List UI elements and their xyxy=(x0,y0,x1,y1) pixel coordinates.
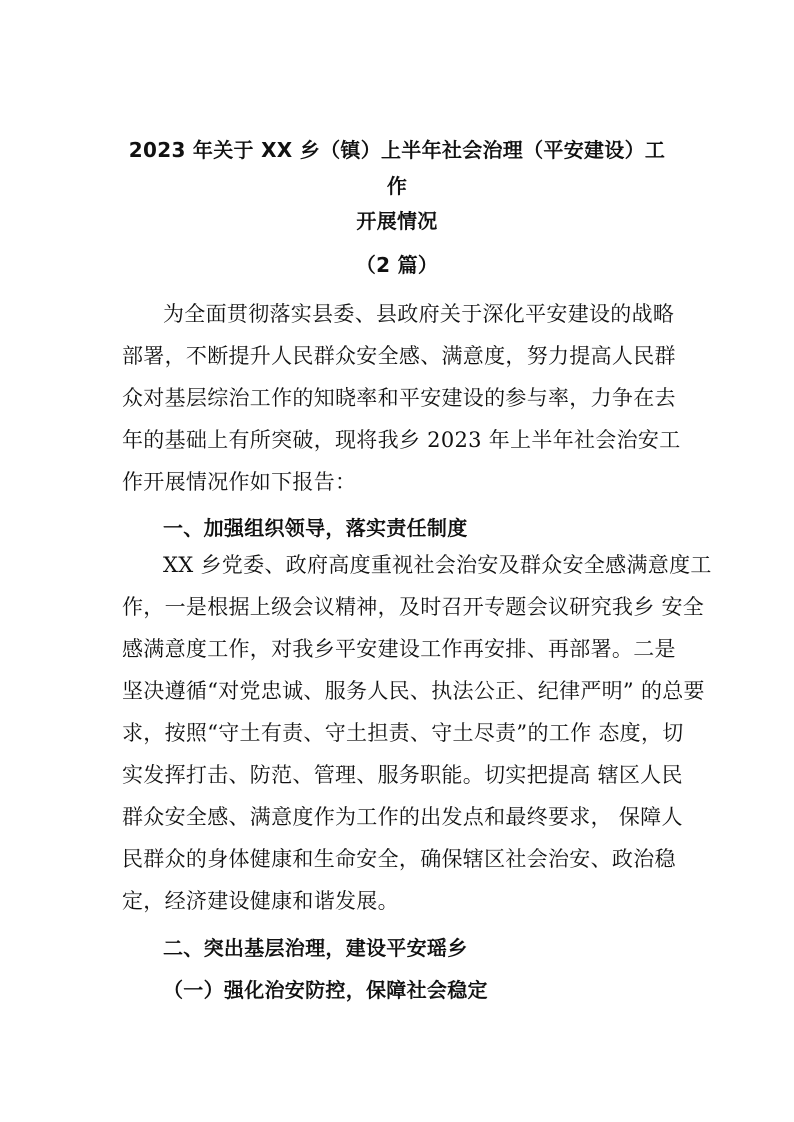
section1-paragraph-line: 民群众的身体健康和生命安全，确保辖区社会治安、政治稳 xyxy=(122,847,676,871)
section1-paragraph-line: 求，按照“守土有责、守土担责、守土尽责”的工作 态度，切 xyxy=(122,721,684,745)
section1-paragraph-line: XX 乡党委、政府高度重视社会治安及群众安全感满意度工 xyxy=(163,553,712,577)
document-title-line-4: （2 篇） xyxy=(355,253,439,277)
section1-paragraph-line: 坚决遵循“对党忠诚、服务人民、执法公正、纪律严明” 的总要 xyxy=(122,679,705,703)
section-heading-2: 二、突出基层治理，建设平安瑶乡 xyxy=(163,936,468,960)
intro-paragraph-line: 作开展情况作如下报告： xyxy=(122,470,357,494)
document-title-line-1: 2023 年关于 XX 乡（镇）上半年社会治理（平安建设）工 xyxy=(128,138,666,162)
section1-paragraph-line: 实发挥打击、防范、管理、服务职能。切实把提高 辖区人民 xyxy=(122,763,683,787)
intro-paragraph-line: 众对基层综治工作的知晓率和平安建设的参与率，力争在去 xyxy=(122,386,676,410)
section1-paragraph-line: 感满意度工作，对我乡平安建设工作再安排、再部署。二是 xyxy=(122,637,676,661)
intro-paragraph-line: 为全面贯彻落实县委、县政府关于深化平安建设的战略 xyxy=(163,302,675,326)
subsection-heading-1: （一）强化治安防控，保障社会稳定 xyxy=(163,978,488,1002)
section1-paragraph-line: 定，经济建设健康和谐发展。 xyxy=(122,889,399,913)
intro-paragraph-line: 部署，不断提升人民群众安全感、满意度，努力提高人民群 xyxy=(122,344,676,368)
section-heading-1: 一、加强组织领导，落实责任制度 xyxy=(163,516,468,540)
section1-paragraph-line: 群众安全感、满意度作为工作的出发点和最终要求， 保障人 xyxy=(122,805,683,829)
section1-paragraph-line: 作，一是根据上级会议精神，及时召开专题会议研究我乡 安全 xyxy=(122,595,705,619)
document-title-line-3: 开展情况 xyxy=(356,209,438,233)
document-title-line-2: 作 xyxy=(386,174,408,198)
intro-paragraph-line: 年的基础上有所突破，现将我乡 2023 年上半年社会治安工 xyxy=(122,428,681,452)
